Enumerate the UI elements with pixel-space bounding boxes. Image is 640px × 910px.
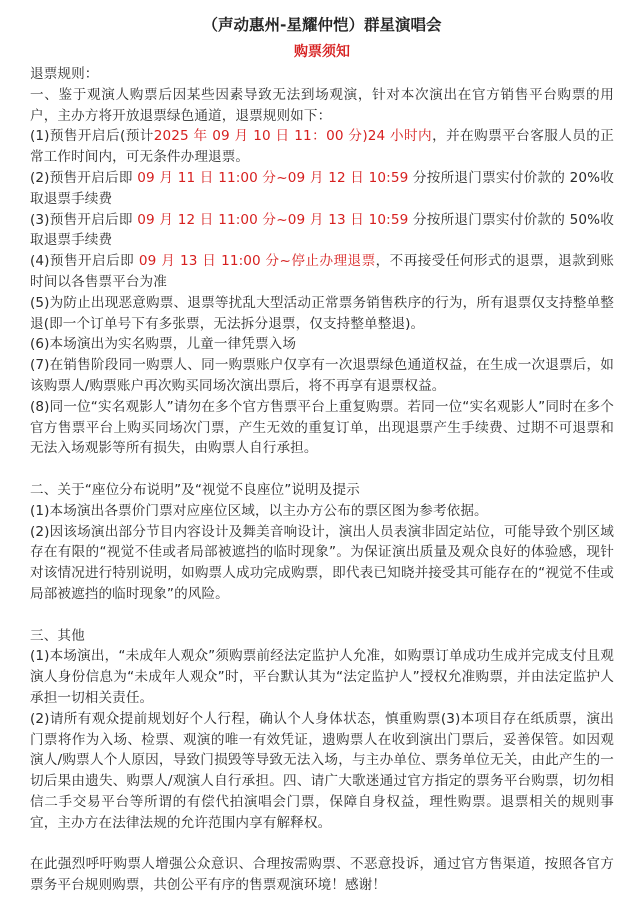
refund-heading: 退票规则：	[30, 66, 99, 82]
page-title: （声动惠州-星耀仲恺）群星演唱会	[202, 16, 442, 34]
seating-rule-2: (2)因该场演出部分节目内容设计及舞美音响设计，演出人员表演非固定站位，可能导致个别区域存在有限的“视觉不佳或者局部被遮挡的临时现象”。为保证演出质量及观众良好的体验感，现针对该情况进行特别说明，如购票人成功完成购票，即代表已知晓并接受其可能存在的“视觉不佳或局部被遮挡的临时现象”的风险。	[30, 523, 614, 602]
other-rule-2: (2)请所有观众提前规划好个人行程，确认个人身体状态，慎重购票(3)本项目存在纸质票，演出门票将作为入场、检票、观演的唯一有效凭证，遗购票人在收到演出门票后，妥善保管。如因观演人/购票人个人原因，导致门损毁等导致无法入场，与主办单位、票务单位无关，由此产生的一切后果由遗失、购票人/观演人自行承担。四、请广大歌迷通过官方指定的票务平台购票，切勿相信二手交易平台等所谓的有偿代拍演唱会门票，保障自身权益，理性购票。退票相关的规则事宜，主办方在法律法规的允许范围内享有解释权。	[30, 710, 614, 831]
notice-body	[30, 64, 614, 896]
section-spacer	[30, 605, 614, 626]
seating-rule-1: (1)本场演出各票价门票对应座位区域，以主办方公布的票区图为参考依据。	[30, 502, 488, 519]
page-subtitle: 购票须知	[294, 44, 350, 60]
other-rule-1: (1)本场演出，“未成年人观众”须购票前经法定监护人允准，如购票订单成功生成并完成支付且观演人身份信息为“未成年人观众”时，平台默认其为“法定监护人”授权允准购票，并由法定监护人承担一切相关责任。	[30, 648, 614, 706]
seating-heading: 二、关于“座位分布说明”及“视觉不良座位”说明及提示	[30, 481, 360, 498]
refund-rule-3	[30, 210, 614, 252]
refund-rule-3-text-b: 分按所退门票实付价款的 50%收取退票手续费	[30, 211, 614, 249]
other-heading: 三、其他	[30, 627, 85, 644]
refund-rule-4	[30, 251, 614, 293]
closing-appeal: 在此强烈呼吁购票人增强公众意识、合理按需购票、不恶意投诉，通过官方售渠道，按照各官方票务平台规则购票，共创公平有序的售票观演环境！感谢！	[30, 856, 614, 894]
refund-rule-4-text-b: ，不再接受任何形式的退票，退款到账时间以各售票平台为准	[30, 253, 614, 290]
refund-rule-3-text-a: (3)预售开启后即	[30, 211, 138, 228]
refund-rule-2-text-b: 分按所退门票实付价款的 20%收取退票手续费	[30, 169, 614, 207]
refund-rule-5: (5)为防止出现恶意购票、退票等扰乱大型活动正常票务销售秩序的行为，所有退票仅支持整单整退(即一个订单号下有多张票，无法拆分退票，仅支持整单整退)。	[30, 294, 614, 332]
refund-rule-4-highlight: 09 月 13 日 11:00 分~停止办理退票	[138, 253, 376, 270]
refund-rule-1-text-b: ，并在购票平台客服人员的正常工作时间内，可无条件办理退票。	[30, 128, 614, 166]
refund-rule-4-text-a: (4)预售开启后即	[30, 253, 139, 270]
refund-rule-1-text-a: (1)预售开启后(预计	[30, 128, 154, 145]
refund-rule-1-highlight: 2025 年 09 月 10 日 11：00 分)24 小时内	[153, 128, 433, 145]
refund-rule-6: (6)本场演出为实名购票，儿童一律凭票入场	[30, 336, 297, 353]
refund-rule-2-highlight: 09 月 11 日 11:00 分~09 月 12 日 10:59	[137, 169, 409, 186]
section-spacer	[30, 459, 614, 480]
refund-intro: 一、鉴于观演人购票后因某些因素导致无法到场观演，针对本次演出在官方销售平台购票的用户，主办方将开放退票绿色通道，退票规则如下：	[30, 86, 614, 124]
refund-rule-3-highlight: 09 月 12 日 11:00 分~09 月 13 日 10:59	[137, 211, 409, 228]
refund-rule-7: (7)在销售阶段同一购票人、同一购票账户仅享有一次退票绿色通道权益，在生成一次退票后，如该购票人/购票账户再次购买同场次演出票后，将不再享有退票权益。	[30, 357, 614, 394]
refund-rule-8: (8)同一位“实名观影人”请勿在多个官方售票平台上重复购票。若同一位“实名观影人”同时在多个官方售票平台上购买同场次门票，产生无效的重复订单，出现退票产生手续费、过期不可退票和无法入场观影等所有损失，由购票人自行承担。	[30, 398, 614, 457]
refund-rule-1	[30, 126, 614, 168]
refund-rule-2	[30, 168, 614, 210]
refund-rule-2-text-a: (2)预售开启后即	[30, 169, 138, 186]
section-spacer	[30, 833, 614, 854]
